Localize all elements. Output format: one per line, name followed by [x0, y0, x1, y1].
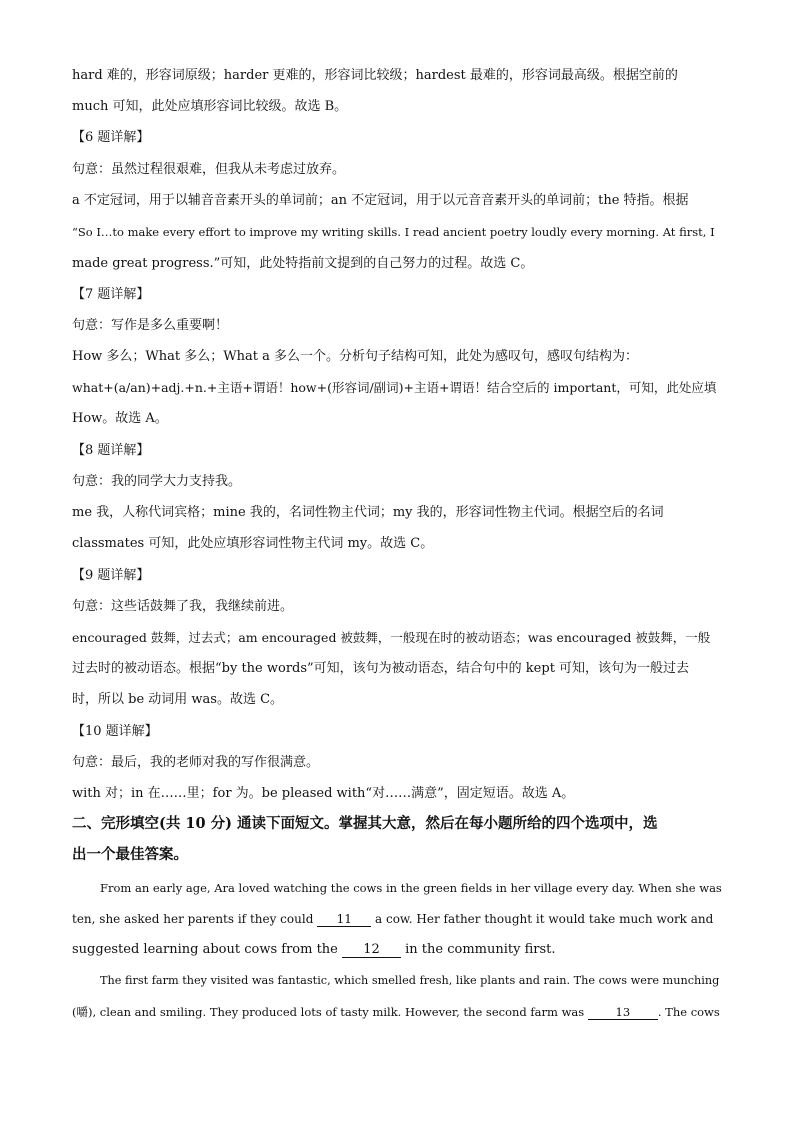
explanation-line: what+(a/an)+adj.+n.+主语+谓语！how+(形容词/副词)+主语+谓语！结合空后的 important，可知，此处应填 — [72, 380, 717, 395]
passage-line: From an early age, Ara loved watching the cows in the green fields in her village every day. When she was — [100, 881, 722, 895]
section-heading: 出一个最佳答案。 — [72, 846, 188, 863]
passage-text: a cow. Her father thought it would take much work and — [371, 912, 714, 926]
passage-text: ten, she asked her parents if they could — [72, 912, 318, 926]
explanation-line: hard 难的，形容词原级；harder 更难的，形容词比较级；hardest 最难的，形容词最高级。根据空前的 — [72, 68, 678, 83]
question-8-heading: 【8 题详解】 — [72, 443, 150, 458]
sentence-meaning: 句意：最后，我的老师对我的写作很满意。 — [72, 755, 320, 770]
explanation-line: a 不定冠词，用于以辅音音素开头的单词前；an 不定冠词，用于以元音音素开头的单词前；the 特指。根据 — [72, 193, 689, 208]
blank-12: 12 — [342, 943, 401, 958]
section-heading: 二、完形填空(共 10 分) 通读下面短文。掌握其大意，然后在每小题所给的四个选项中，选 — [72, 815, 658, 832]
question-7-heading: 【7 题详解】 — [72, 287, 150, 302]
explanation-line: with 对；in 在……里；for 为。be pleased with“对……满意”，固定短语。故选 A。 — [72, 786, 575, 801]
explanation-line: made great progress.”可知，此处特指前文提到的自己努力的过程。故选 C。 — [72, 256, 534, 271]
passage-line — [72, 911, 722, 927]
question-10-heading: 【10 题详解】 — [72, 724, 158, 739]
sentence-meaning: 句意：写作是多么重要啊！ — [72, 318, 229, 333]
explanation-line: encouraged 鼓舞，过去式；am encouraged 被鼓舞，一般现在时的被动语态；was encouraged 被鼓舞，一般 — [72, 630, 711, 645]
passage-text: in the community first. — [401, 942, 556, 957]
explanation-line: “So I…to make every effort to improve my writing skills. I read ancient poetry loudly every morning. At first, I — [72, 225, 715, 239]
explanation-line: me 我，人称代词宾格；mine 我的，名词性物主代词；my 我的，形容词性物主代词。根据空后的名词 — [72, 505, 664, 520]
blank-13: 13 — [588, 1005, 658, 1020]
passage-line: The first farm they visited was fantastic, which smelled fresh, like plants and rain. The cows were munching — [100, 974, 720, 987]
explanation-line: 时，所以 be 动词用 was。故选 C。 — [72, 692, 284, 707]
passage-text: suggested learning about cows from the — [72, 942, 342, 957]
sentence-meaning: 句意：虽然过程很艰难，但我从未考虑过放弃。 — [72, 162, 346, 177]
explanation-line: much 可知，此处应填形容词比较级。故选 B。 — [72, 99, 348, 114]
blank-11: 11 — [317, 912, 371, 927]
passage-text: (嚼), clean and smiling. They produced lots of tasty milk. However, the second farm was — [72, 1005, 588, 1019]
sentence-meaning: 句意：这些话鼓舞了我，我继续前进。 — [72, 599, 294, 614]
passage-text: . The cows — [657, 1005, 720, 1019]
explanation-line: How 多么；What 多么；What a 多么一个。分析句子结构可知，此处为感叹句，感叹句结构为： — [72, 349, 638, 364]
passage-line — [72, 942, 722, 958]
explanation-line: How。故选 A。 — [72, 411, 168, 426]
sentence-meaning: 句意：我的同学大力支持我。 — [72, 474, 242, 489]
explanation-line: 过去时的被动语态。根据“by the words”可知，该句为被动语态，结合句中的 kept 可知，该句为一般过去 — [72, 661, 690, 676]
explanation-line: classmates 可知，此处应填形容词性物主代词 my。故选 C。 — [72, 536, 434, 551]
passage-line — [72, 1004, 722, 1020]
question-9-heading: 【9 题详解】 — [72, 568, 150, 583]
question-6-heading: 【6 题详解】 — [72, 130, 150, 145]
